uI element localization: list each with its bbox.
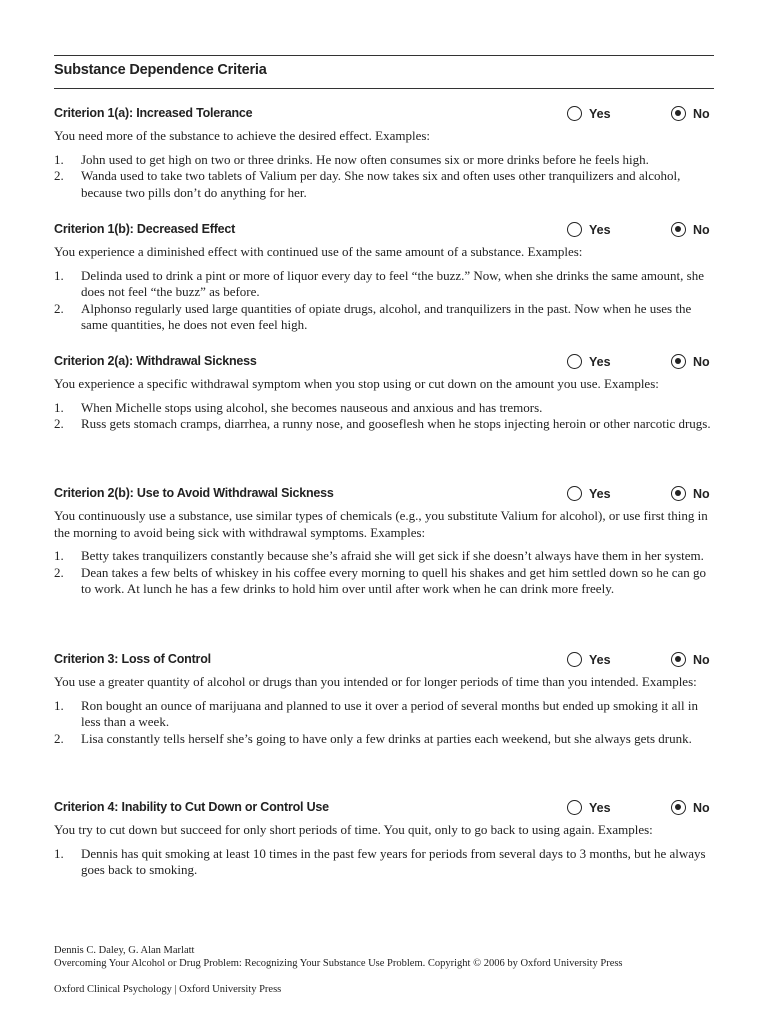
criterion-description: You try to cut down but succeed for only short periods of time. You quit, only to go back to using again. Examples: bbox=[54, 822, 653, 837]
yes-radio-button[interactable] bbox=[567, 106, 582, 121]
examples-list bbox=[54, 548, 714, 598]
no-radio-option[interactable] bbox=[671, 222, 710, 237]
criterion-header bbox=[54, 354, 714, 372]
example-text: When Michelle stops using alcohol, she becomes nauseous and anxious and has tremors. bbox=[81, 399, 543, 415]
no-radio-button[interactable] bbox=[671, 106, 686, 121]
example-number: 1. bbox=[54, 267, 64, 283]
no-label: No bbox=[693, 354, 710, 369]
examples-list bbox=[54, 268, 714, 334]
no-radio-option[interactable] bbox=[671, 106, 710, 121]
criterion-header bbox=[54, 486, 714, 504]
example-item bbox=[54, 268, 714, 301]
yes-radio-button[interactable] bbox=[567, 486, 582, 501]
criterion-header bbox=[54, 652, 714, 670]
example-item bbox=[54, 400, 714, 417]
footer-authors: Dennis C. Daley, G. Alan Marlatt bbox=[54, 945, 195, 956]
examples-list bbox=[54, 698, 714, 748]
example-item bbox=[54, 565, 714, 598]
no-radio-option[interactable] bbox=[671, 354, 710, 369]
no-radio-option[interactable] bbox=[671, 652, 710, 667]
title-divider bbox=[54, 88, 714, 89]
example-number: 1. bbox=[54, 845, 64, 861]
example-number: 2. bbox=[54, 300, 64, 316]
yes-radio-option[interactable] bbox=[567, 222, 611, 237]
yes-radio-option[interactable] bbox=[567, 354, 611, 369]
criterion-description: You need more of the substance to achieve the desired effect. Examples: bbox=[54, 128, 431, 143]
example-number: 1. bbox=[54, 697, 64, 713]
criterion-description: You use a greater quantity of alcohol or drugs than you intended or for longer periods of time than you intended. Examples: bbox=[54, 674, 697, 689]
examples-list bbox=[54, 846, 714, 879]
example-text: Alphonso regularly used large quantities of opiate drugs, alcohol, and tranquilizers in the past. Now when he uses the same quantities, he does not even feel high. bbox=[81, 300, 692, 332]
criterion-title: Criterion 1(a): Increased Tolerance bbox=[54, 106, 253, 120]
example-number: 2. bbox=[54, 416, 64, 431]
criterion-description: You experience a specific withdrawal symptom when you stop using or cut down on the amount you use. Examples: bbox=[54, 376, 659, 391]
yes-radio-option[interactable] bbox=[567, 652, 611, 667]
example-item bbox=[54, 301, 714, 334]
no-radio-button[interactable] bbox=[671, 486, 686, 501]
yes-radio-option[interactable] bbox=[567, 800, 611, 815]
footer-citation: Overcoming Your Alcohol or Drug Problem: Recognizing Your Substance Use Problem. Copyright © 2006 by Oxford University Press bbox=[54, 958, 623, 969]
criterion-description: You continuously use a substance, use similar types of chemicals (e.g., you substitute Valium for alcohol), or use first thing in the morning to avoid being sick with withdrawal symptoms. Examples: bbox=[54, 508, 708, 540]
example-text: Russ gets stomach cramps, diarrhea, a runny nose, and gooseflesh when he stops injecting heroin or other narcotic drugs. bbox=[81, 416, 711, 431]
criterion-title: Criterion 1(b): Decreased Effect bbox=[54, 222, 236, 236]
top-divider bbox=[54, 55, 714, 56]
no-label: No bbox=[693, 222, 710, 237]
no-label: No bbox=[693, 106, 710, 121]
yes-label: Yes bbox=[589, 800, 611, 815]
criterion-section bbox=[54, 354, 714, 433]
yes-radio-button[interactable] bbox=[567, 652, 582, 667]
page-title: Substance Dependence Criteria bbox=[54, 62, 267, 78]
example-item bbox=[54, 846, 714, 879]
example-text: Wanda used to take two tablets of Valium per day. She now takes six and often uses other tranquilizers and alcohol, because two pills don’t do anything for her. bbox=[81, 168, 681, 200]
no-radio-option[interactable] bbox=[671, 486, 710, 501]
yes-label: Yes bbox=[589, 106, 611, 121]
criterion-title: Criterion 4: Inability to Cut Down or Control Use bbox=[54, 800, 329, 814]
no-radio-button[interactable] bbox=[671, 800, 686, 815]
example-text: Delinda used to drink a pint or more of liquor every day to feel “the buzz.” Now, when she drinks the same amount, she does not feel “the buzz” as before. bbox=[81, 267, 704, 299]
examples-list bbox=[54, 152, 714, 202]
example-text: Lisa constantly tells herself she’s going to have only a few drinks at parties each weekend, but she always gets drunk. bbox=[81, 730, 692, 746]
examples-list bbox=[54, 400, 714, 433]
criterion-title: Criterion 3: Loss of Control bbox=[54, 652, 211, 666]
criterion-title: Criterion 2(a): Withdrawal Sickness bbox=[54, 354, 257, 368]
criterion-section bbox=[54, 800, 714, 879]
no-radio-button[interactable] bbox=[671, 652, 686, 667]
footer-publisher: Oxford Clinical Psychology | Oxford University Press bbox=[54, 984, 282, 995]
criterion-section bbox=[54, 222, 714, 334]
example-number: 1. bbox=[54, 151, 64, 167]
criterion-section bbox=[54, 486, 714, 598]
example-number: 1. bbox=[54, 399, 64, 415]
example-text: John used to get high on two or three drinks. He now often consumes six or more drinks before he feels high. bbox=[81, 151, 649, 167]
no-radio-button[interactable] bbox=[671, 354, 686, 369]
example-item bbox=[54, 152, 714, 169]
criterion-section bbox=[54, 106, 714, 201]
yes-label: Yes bbox=[589, 652, 611, 667]
example-text: Betty takes tranquilizers constantly because she’s afraid she will get sick if she doesn’t always have them in her system. bbox=[81, 548, 704, 563]
yes-radio-button[interactable] bbox=[567, 222, 582, 237]
example-item bbox=[54, 168, 714, 201]
example-number: 2. bbox=[54, 168, 64, 183]
criterion-header bbox=[54, 222, 714, 240]
example-item bbox=[54, 731, 714, 748]
criterion-section bbox=[54, 652, 714, 747]
criterion-header bbox=[54, 106, 714, 124]
example-number: 1. bbox=[54, 548, 64, 563]
no-label: No bbox=[693, 652, 710, 667]
example-text: Ron bought an ounce of marijuana and planned to use it over a period of several months but ended up smoking it all in less than a week. bbox=[81, 697, 698, 729]
yes-radio-button[interactable] bbox=[567, 800, 582, 815]
yes-radio-option[interactable] bbox=[567, 486, 611, 501]
no-label: No bbox=[693, 486, 710, 501]
example-number: 2. bbox=[54, 730, 64, 746]
example-item bbox=[54, 698, 714, 731]
yes-label: Yes bbox=[589, 486, 611, 501]
example-text: Dean takes a few belts of whiskey in his coffee every morning to quell his shakes and get him settled down so he can go to work. At lunch he has a few drinks to hold him over until after work when he can drink more freely. bbox=[81, 564, 707, 596]
yes-radio-option[interactable] bbox=[567, 106, 611, 121]
criterion-header bbox=[54, 800, 714, 818]
yes-label: Yes bbox=[589, 354, 611, 369]
example-item bbox=[54, 548, 714, 565]
yes-label: Yes bbox=[589, 222, 611, 237]
criterion-title: Criterion 2(b): Use to Avoid Withdrawal Sickness bbox=[54, 486, 334, 500]
no-radio-option[interactable] bbox=[671, 800, 710, 815]
no-label: No bbox=[693, 800, 710, 815]
yes-radio-button[interactable] bbox=[567, 354, 582, 369]
criterion-description: You experience a diminished effect with continued use of the same amount of a substance. Examples: bbox=[54, 244, 583, 259]
example-item bbox=[54, 416, 714, 433]
example-number: 2. bbox=[54, 564, 64, 580]
example-text: Dennis has quit smoking at least 10 times in the past few years for periods from several days to 3 months, but he always goes back to smoking. bbox=[81, 845, 706, 877]
no-radio-button[interactable] bbox=[671, 222, 686, 237]
